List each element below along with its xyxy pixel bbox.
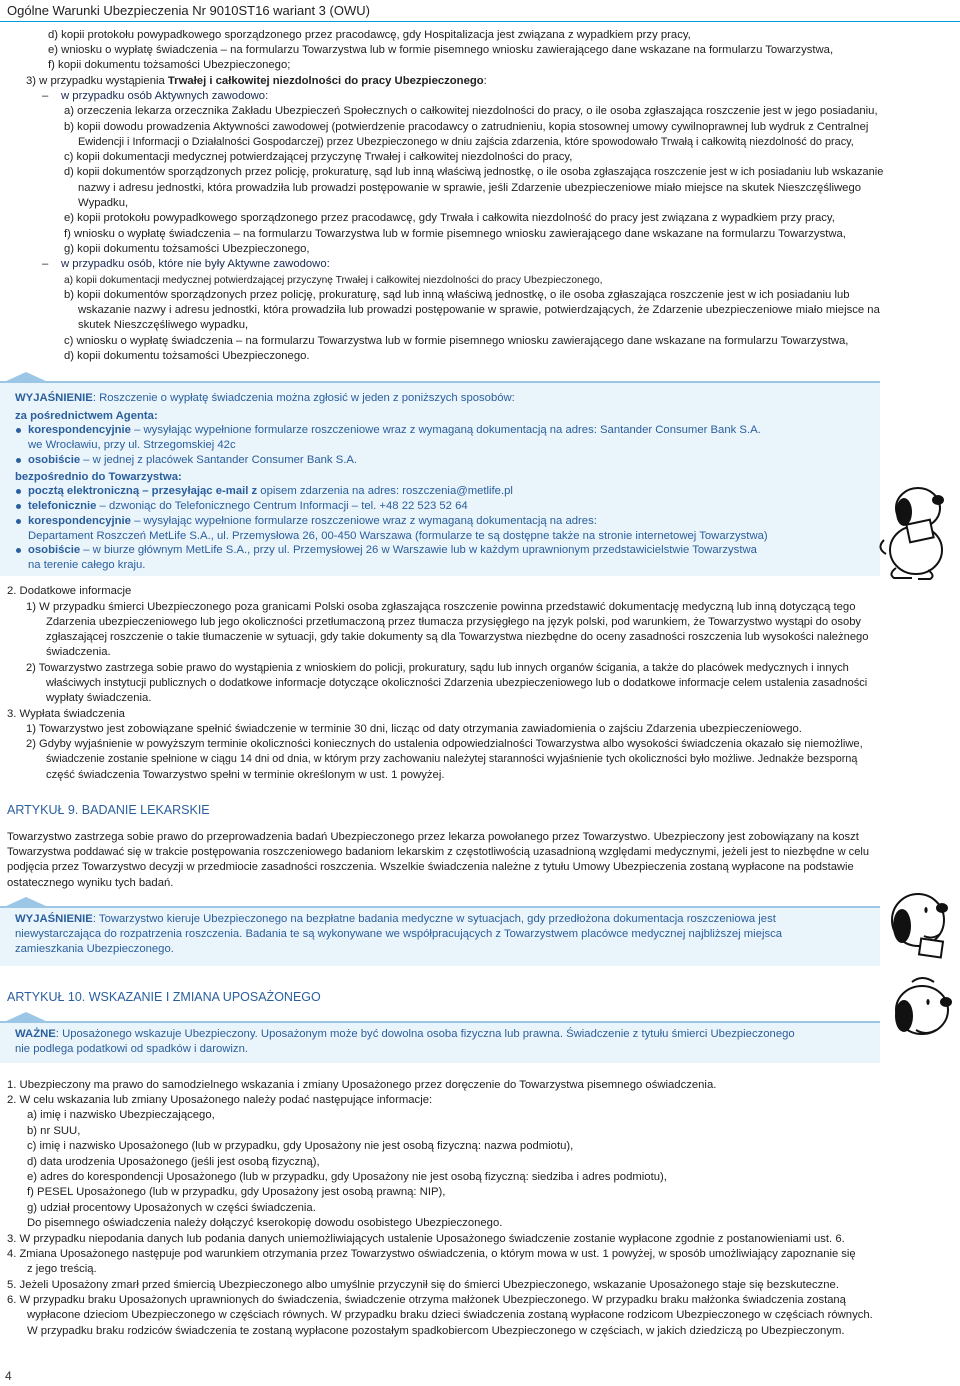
item-e1: e) kopii protokołu powypadkowego sporządzonego przez pracodawcę, gdy Trwała i całkowita niezdolność do pracy jest związana z wypadkiem przy pracy,: [64, 212, 835, 224]
direct-in-person-line2: na terenie całego kraju.: [28, 559, 146, 571]
s3-q2-line2: świadczenie zostanie spełnione w ciągu 14 dni od dnia, w którym przy zachowaniu należytej staranności wyjaśnienie tych okoliczności było możliwe. Jednakże bezsporną: [46, 753, 858, 765]
header-divider: [0, 21, 960, 22]
art9-box-line3: zamieszkania Ubezpieczonego.: [15, 943, 174, 955]
claim-methods-intro: WYJAŚNIENIE: Roszczenie o wypłatę świadczenia można zgłosić w jeden z poniższych sposobów:: [15, 392, 515, 404]
snoopy-thinking-icon: [880, 870, 960, 960]
item-g1: g) kopii dokumentu tożsamości Ubezpieczonego,: [64, 243, 310, 255]
item-d1-line1: d) kopii dokumentów sporządzonych przez policję, prokuraturę, sąd lub inną właściwą jednostkę, o ile osoba zgłaszająca roszczenie jest w ich posiadaniu lub wskazanie: [64, 166, 884, 178]
s2-p1-line4: świadczenia.: [46, 646, 111, 658]
art9-box-line2: niewystarczająca do rozpatrzenia roszczenia. Badania te są wykonywane we współpracujących z Towarzystwem placówce medycznej najbliższej miejsca: [15, 928, 783, 940]
snoopy-reading-icon: [878, 470, 960, 580]
direct-email: pocztą elektroniczną – przesyłając e-mail z opisem zdarzenia na adres: roszczenia@metlife.pl: [28, 485, 513, 497]
art10-item-2e: e) adres do korespondencji Uposażonego (lub w przypadku, gdy Uposażony nie jest osobą fizyczną: siedziba i adres podmiotu),: [27, 1171, 667, 1183]
s3-q2-line1: 2) Gdyby wyjaśnienie w powyższym terminie okoliczności koniecznych do ustalenia odpowiedzialności Towarzystwa albo wysokości świadczenia okazało się niemożliwe,: [26, 738, 863, 750]
item-c2: c) wniosku o wypłatę świadczenia – na formularzu Towarzystwa lub w formie pisemnego wniosku zawierającego dane wskazane na formularzu Towarzystwa,: [64, 335, 849, 347]
inactive-workers-heading: w przypadku osób, które nie były Aktywne zawodowo:: [61, 258, 330, 270]
s3-q2-line3: część świadczenia Towarzystwo spełni w terminie określonym w ust. 1 powyżej.: [46, 769, 445, 781]
dash-marker: –: [42, 258, 49, 270]
s2-p2-line3: wypłaty świadczenia.: [46, 692, 152, 704]
s2-p1-line3: zgłaszającej roszczenie o takie tłumaczenie w sytuacji, gdy takie dokumenty są dla Towarzystwa niezbędne do oceny zasadności roszczenia lub wysokości należnego: [46, 631, 869, 643]
agent-in-person: osobiście – w jednej z placówek Santander Consumer Bank S.A.: [28, 454, 358, 466]
item-e-claim-request: e) wniosku o wypłatę świadczenia – na formularzu Towarzystwa lub w formie pisemnego wniosku zawierającego dane wskazane na formularzu Towarzystwa,: [48, 44, 834, 56]
article-10-title: ARTYKUŁ 10. WSKAZANIE I ZMIANA UPOSAŻONEGO: [7, 990, 321, 1004]
art10-item-6-line3: W przypadku braku rodziców świadczenia te zostaną wypłacone pozostałym spadkobiercom Ubezpieczonego w częściach, w jakich dziedziczą po Ubezpieczonym.: [27, 1325, 845, 1337]
art10-item-1: 1. Ubezpieczony ma prawo do samodzielnego wskazania i zmiany Uposażonego przez doręczenie do Towarzystwa pisemnego oświadczenia.: [7, 1079, 717, 1091]
bullet: [16, 519, 21, 524]
art10-item-2: 2. W celu wskazania lub zmiany Uposażonego należy podać następujące informacje:: [7, 1094, 433, 1106]
art10-item-2-note: Do pisemnego oświadczenia należy dołączyć kserokopię dowodu osobistego Ubezpieczonego.: [27, 1217, 503, 1229]
direct-phone: telefonicznie – dzwoniąc do Telefonicznego Centrum Informacji – tel. +48 22 523 52 64: [28, 500, 468, 512]
article-9-title: ARTYKUŁ 9. BADANIE LEKARSKIE: [7, 803, 210, 817]
art10-item-6-line2: wypłacone dzieciom Ubezpieczonego w częściach równych. W przypadku braku dzieci świadczenia zostaną wypłacone rodzicom Ubezpieczonego w częściach równych.: [27, 1309, 873, 1321]
s2-p1-line1: 1) W przypadku śmierci Ubezpieczonego poza granicami Polski osoba zgłaszająca roszczenie powinna przedstawić dokumentację medyczną lub inną dotyczącą tego: [26, 601, 856, 613]
item-f-id-document: f) kopii dokumentu tożsamości Ubezpieczonego;: [48, 59, 291, 71]
item-b2-line2: wskazanie nazwy i adresu jednostki, która prowadziła lub prowadzi postępowanie w sprawie, potwierdzających, że Zdarzenie ubezpieczeniowe miało miejsce na: [78, 304, 880, 316]
art10-item-2f: f) PESEL Uposażonego (lub w przypadku, gdy Uposażony jest osobą prawną: NIP),: [27, 1186, 446, 1198]
direct-correspondence-address: Departament Roszczeń MetLife S.A., ul. Przemysłowa 26, 00-450 Warszawa (formularze te są dostępne także na stronie internetowej Towarzystwa): [28, 530, 768, 542]
art9-line3: podjęcia przez Towarzystwo decyzji w przedmiocie zasadności roszczenia. Wszelkie świadczenia należne z tytułu Umowy Ubezpieczenia zostaną wypłacone na podstawie: [7, 861, 854, 873]
art9-line4: ostatecznego wyniku tych badań.: [7, 877, 174, 889]
item-c1: c) kopii dokumentacji medycznej potwierdzającej przyczynę Trwałej i całkowitej niezdolności do pracy,: [64, 151, 573, 163]
item-d1-line2: nazwy i adresu jednostki, która prowadziła lub prowadzi postępowanie w sprawie, jeśli Zdarzenie ubezpieczeniowe miało miejsce na skutek Nieszczęśliwego: [78, 182, 862, 194]
point-3-heading: 3) w przypadku wystąpienia Trwałej i całkowitej niezdolności do pracy Ubezpieczonego:: [26, 75, 487, 87]
art10-item-2b: b) nr SUU,: [27, 1125, 81, 1137]
section-3-heading: 3. Wypłata świadczenia: [7, 708, 125, 720]
item-d1-line3: Wypadku,: [78, 197, 129, 209]
art10-item-2c: c) imię i nazwisko Uposażonego (lub w przypadku, gdy Uposażony nie jest osobą fizyczną: nazwa podmiotu),: [27, 1140, 574, 1152]
bullet: [16, 458, 21, 463]
item-d2: d) kopii dokumentu tożsamości Ubezpieczonego.: [64, 350, 310, 362]
bullet: [16, 548, 21, 553]
s2-p1-line2: Zdarzenia ubezpieczeniowego lub jego okoliczności przetłumaczoną przez tłumacza przysięgłego na język polski, pod warunkiem, że Towarzystwo wystąpi do osoby: [46, 616, 862, 628]
item-b1-line2: Ewidencji i Informacji o Działalności Gospodarczej) przez Ubezpieczonego w dniu zajścia zdarzenia, które spowodowało Trwałą i całkowitą niezdolność do pracy,: [78, 136, 854, 148]
snoopy-head-icon: [882, 968, 960, 1048]
bullet: [16, 504, 21, 509]
page-header-title: Ogólne Warunki Ubezpieczenia Nr 9010ST16 wariant 3 (OWU): [7, 3, 370, 18]
item-a1: a) orzeczenia lekarza orzecznika Zakładu Ubezpieczeń Społecznych o całkowitej niezdolności do pracy, o ile osoba zgłaszająca roszczenie jest w jego posiadaniu,: [64, 105, 878, 117]
page-number: 4: [5, 1369, 12, 1383]
item-f1: f) wniosku o wypłatę świadczenia – na formularzu Towarzystwa lub w formie pisemnego wniosku zawierającego dane wskazane na formularzu Towarzystwa,: [64, 228, 846, 240]
item-a2: a) kopii dokumentacji medycznej potwierdzającej przyczynę Trwałej i całkowitej niezdolności do pracy Ubezpieczonego,: [64, 275, 603, 286]
item-d-protocol: d) kopii protokołu powypadkowego sporządzonego przez pracodawcę, gdy Hospitalizacja jest związana z wypadkiem przy pracy,: [48, 29, 691, 41]
agent-correspondence: korespondencyjnie – wysyłając wypełnione formularze roszczeniowe wraz z wymaganą dokumentacją na adres: Santander Consumer Bank S.A.: [28, 424, 761, 436]
direct-in-person: osobiście – w biurze głównym MetLife S.A., przy ul. Przemysłowej 26 w Warszawie lub w każdym uprawnionym przedstawicielstwie Towarzystwa: [28, 544, 757, 556]
direct-correspondence: korespondencyjnie – wysyłając wypełnione formularze roszczeniowe wraz z wymaganą dokumentacją na adres:: [28, 515, 597, 527]
art10-item-4-line1: 4. Zmiana Uposażonego następuje pod warunkiem otrzymania przez Towarzystwo oświadczenia, o którym mowa w ust. 1 powyżej, w sposób umożliwiający zapoznanie się: [7, 1248, 856, 1260]
art10-item-2d: d) data urodzenia Uposażonego (jeśli jest osobą fizyczną),: [27, 1156, 320, 1168]
item-b2-line1: b) kopii dokumentów sporządzonych przez policję, prokuraturę, sąd lub inną właściwą jednostkę, o ile osoba zgłaszająca roszczenie jest w ich posiadaniu lub: [64, 289, 850, 301]
art10-item-3: 3. W przypadku niepodania danych lub podania danych uniemożliwiających ustalenie Uposażonego świadczenie zostanie wypłacone zgodnie z postanowieniami ust. 6.: [7, 1233, 845, 1245]
art9-box-line1: WYJAŚNIENIE: Towarzystwo kieruje Ubezpieczonego na bezpłatne badania medyczne w sytuacjach, gdy przedłożona dokumentacja roszczeniowa jest: [15, 913, 776, 925]
active-workers-heading: w przypadku osób Aktywnych zawodowo:: [61, 90, 269, 102]
art10-box-line2: nie podlega podatkowi od spadków i darowizn.: [15, 1043, 248, 1055]
art10-item-6-line1: 6. W przypadku braku Uposażonych uprawnionych do świadczenia, świadczenie otrzyma małżonek Ubezpieczonego. W przypadku braku małżonka świadczenia zostaną: [7, 1294, 846, 1306]
agent-heading: za pośrednictwem Agenta:: [15, 410, 158, 422]
bullet: [16, 489, 21, 494]
art9-line2: Towarzystwa poddawać się w trakcie postępowania roszczeniowego badaniom lekarskim z częstotliwością uzasadnioną względami medycznymi, jeżeli jest to niezbędne w celu: [7, 846, 870, 858]
art10-item-4-line2: z jego treścią.: [27, 1263, 97, 1275]
art9-line1: Towarzystwo zastrzega sobie prawo do przeprowadzenia badań Ubezpieczonego przez lekarza powołanego przez Towarzystwo. Ubezpieczony jest zobowiązany na koszt: [7, 831, 859, 843]
art10-box-line1: WAŻNE: Uposażonego wskazuje Ubezpieczony. Uposażonym może być dowolna osoba fizyczna lub prawna. Świadczenie z tytułu śmierci Ubezpieczonego: [15, 1028, 795, 1040]
art10-item-2g: g) udział procentowy Uposażonych w części świadczenia.: [27, 1202, 316, 1214]
item-b2-line3: skutek Nieszczęśliwego wypadku,: [78, 319, 249, 331]
art10-item-5: 5. Jeżeli Uposażony zmarł przed śmiercią Ubezpieczonego albo umyślnie przyczynił się do śmierci Ubezpieczonego, wskazanie Uposażonego staje się bezskuteczne.: [7, 1279, 839, 1291]
direct-heading: bezpośrednio do Towarzystwa:: [15, 471, 182, 483]
s3-q1: 1) Towarzystwo jest zobowiązane spełnić świadczenie w terminie 30 dni, licząc od daty otrzymania zawiadomienia o zajściu Zdarzenia ubezpieczeniowego.: [26, 723, 802, 735]
section-2-heading: 2. Dodatkowe informacje: [7, 585, 132, 597]
agent-correspondence-address: we Wrocławiu, przy ul. Strzegomskiej 42c: [28, 439, 236, 451]
bullet: [16, 428, 21, 433]
item-b1-line1: b) kopii dowodu prowadzenia Aktywności zawodowej (potwierdzenie pracodawcy o zatrudnieniu, kopia stosownej umowy cywilnoprawnej lub wydruk z Centralnej: [64, 121, 869, 133]
art10-item-2a: a) imię i nazwisko Ubezpieczającego,: [27, 1109, 215, 1121]
s2-p2-line1: 2) Towarzystwo zastrzega sobie prawo do wystąpienia z wnioskiem do policji, prokuratury, sądu lub innych organów ścigania, a także do placówek medycznych i innych: [26, 662, 849, 674]
dash-marker: –: [42, 90, 49, 102]
s2-p2-line2: właściwych instytucji publicznych o dodatkowe informacje dotyczące okoliczności Zdarzenia ubezpieczeniowego lub o dodatkowe informacje celem ustalenia zasadności: [46, 677, 868, 689]
